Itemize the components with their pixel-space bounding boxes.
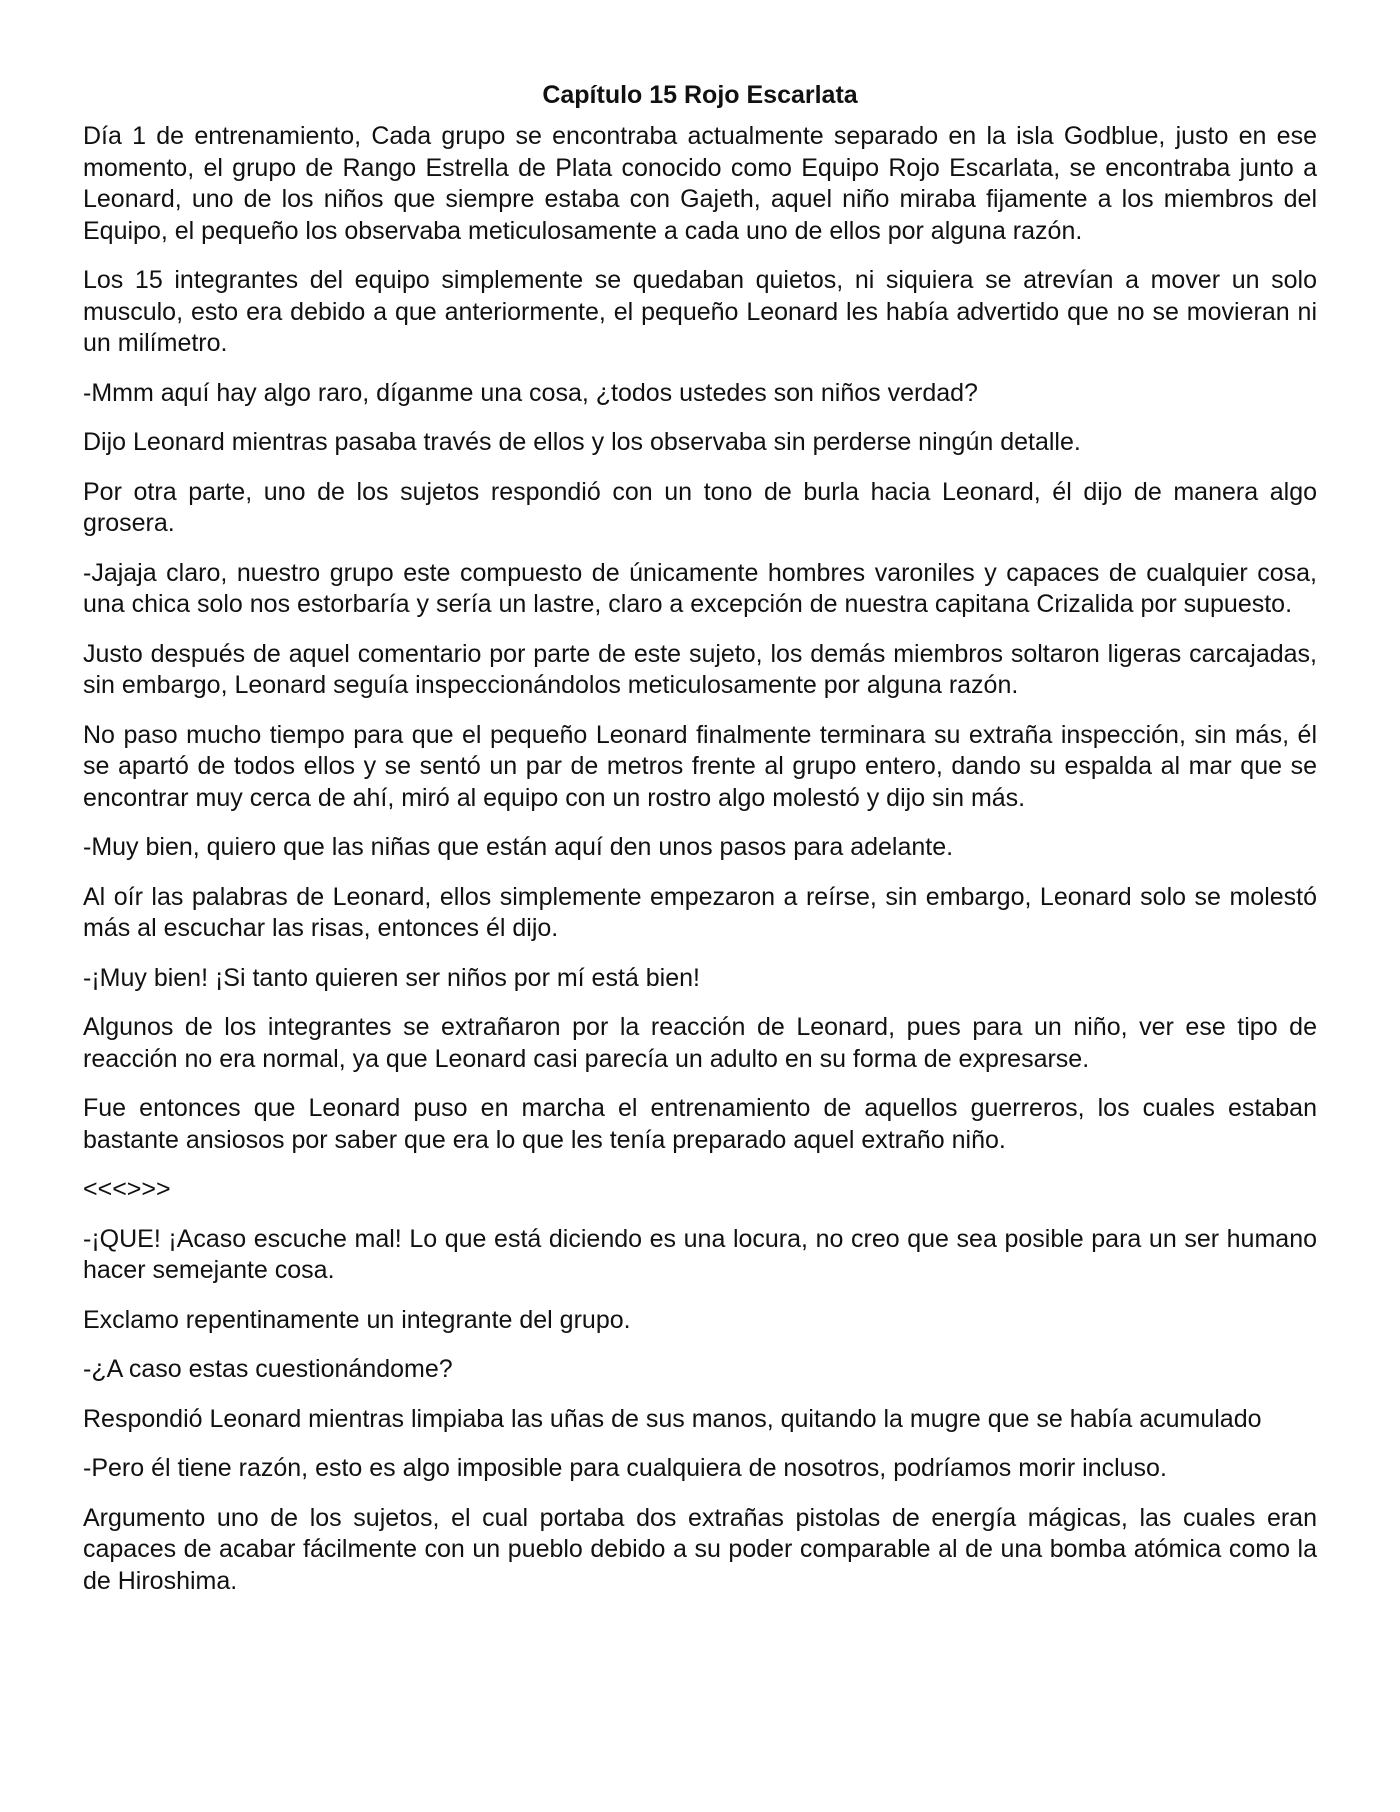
paragraph: -¡Muy bien! ¡Si tanto quieren ser niños por mí está bien!	[83, 963, 700, 992]
paragraph: -Jajaja claro, nuestro grupo este compuesto de únicamente hombres varoniles y capaces de cualquier cosa, una chica solo nos estorbaría y sería un lastre, claro a excepción de nuestra capitana Crizalida por supuesto.	[83, 558, 1317, 618]
paragraph: -¿A caso estas cuestionándome?	[83, 1355, 453, 1383]
paragraph: -Muy bien, quiero que las niñas que están aquí den unos pasos para adelante.	[83, 833, 954, 861]
paragraph: -¡QUE! ¡Acaso escuche mal! Lo que está diciendo es una locura, no creo que sea posible para un ser humano hacer semejante cosa.	[83, 1224, 1317, 1284]
paragraph: Dijo Leonard mientras pasaba través de ellos y los observaba sin perderse ningún detalle.	[83, 428, 1081, 456]
paragraph: Los 15 integrantes del equipo simplemente se quedaban quietos, ni siquiera se atrevían a mover un solo musculo, esto era debido a que anteriormente, el pequeño Leonard les había advertido que no se movieran ni un milímetro.	[83, 266, 1317, 357]
paragraph: Al oír las palabras de Leonard, ellos simplemente empezaron a reírse, sin embargo, Leonard solo se molestó más al escuchar las risas, entonces él dijo.	[83, 882, 1317, 942]
paragraph: Justo después de aquel comentario por parte de este sujeto, los demás miembros soltaron ligeras carcajadas, sin embargo, Leonard seguía inspeccionándolos meticulosamente por alguna razón.	[83, 639, 1317, 699]
paragraph: Algunos de los integrantes se extrañaron por la reacción de Leonard, pues para un niño, ver ese tipo de reacción no era normal, ya que Leonard casi parecía un adulto en su forma de expresarse.	[83, 1013, 1317, 1073]
paragraph: -Mmm aquí hay algo raro, díganme una cosa, ¿todos ustedes son niños verdad?	[83, 378, 978, 407]
paragraph: Argumento uno de los sujetos, el cual portaba dos extrañas pistolas de energía mágicas, las cuales eran capaces de acabar fácilmente con un pueblo debido a su poder comparable al de una bomba atómica como la de Hiroshima.	[83, 1503, 1317, 1595]
paragraph: Respondió Leonard mientras limpiaba las uñas de sus manos, quitando la mugre que se había acumulado	[83, 1404, 1262, 1433]
paragraph: Exclamo repentinamente un integrante del grupo.	[83, 1305, 631, 1334]
paragraph: Día 1 de entrenamiento, Cada grupo se encontraba actualmente separado en la isla Godblue, justo en ese momento, el grupo de Rango Estrella de Plata conocido como Equipo Rojo Escarlata, se encontraba junto a Leonard, uno de los niños que siempre estaba con Gajeth, aquel niño miraba fijamente a los miembros del Equipo, el pequeño los observaba meticulosamente a cada uno de ellos por alguna razón.	[83, 122, 1317, 245]
paragraph: Fue entonces que Leonard puso en marcha el entrenamiento de aquellos guerreros, los cuales estaban bastante ansiosos por saber que era lo que les tenía preparado aquel extraño niño.	[83, 1094, 1317, 1154]
scene-separator: <<<>>>	[83, 1175, 171, 1203]
document-page	[83, 80, 1317, 1615]
paragraph: -Pero él tiene razón, esto es algo imposible para cualquiera de nosotros, podríamos morir incluso.	[83, 1454, 1167, 1482]
paragraph: No paso mucho tiempo para que el pequeño Leonard finalmente terminara su extraña inspección, sin más, él se apartó de todos ellos y se sentó un par de metros frente al grupo entero, dando su espalda al mar que se encontrar muy cerca de ahí, miró al equipo con un rostro algo molestó y dijo sin más.	[83, 720, 1317, 812]
paragraph: Por otra parte, uno de los sujetos respondió con un tono de burla hacia Leonard, él dijo de manera algo grosera.	[83, 477, 1317, 537]
chapter-title: Capítulo 15 Rojo Escarlata	[542, 81, 858, 109]
